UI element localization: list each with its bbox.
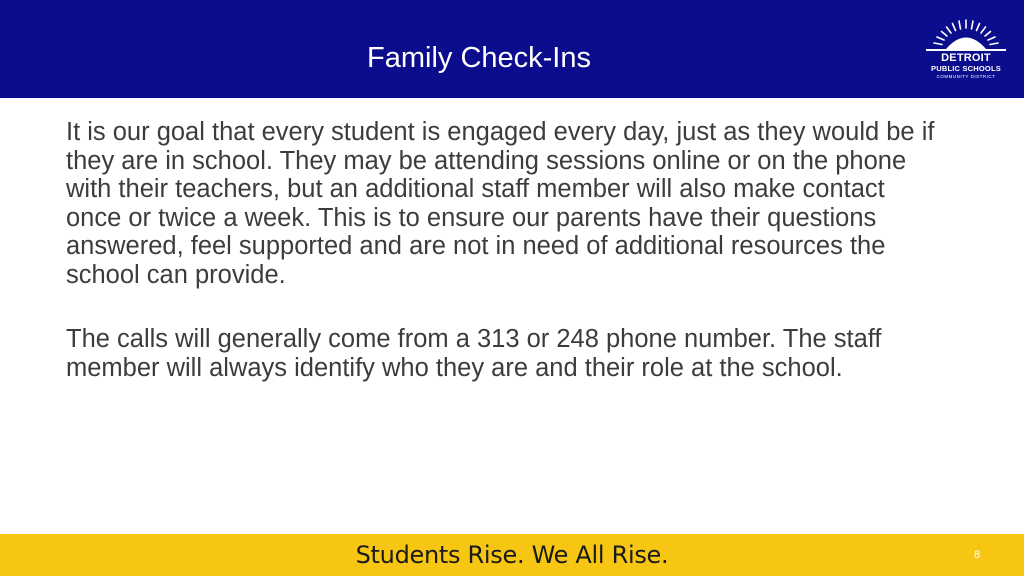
district-logo — [918, 14, 1014, 86]
sunrise-logo-icon — [918, 14, 1014, 54]
slide-title: Family Check-Ins — [367, 42, 591, 74]
body-paragraph-calls: The calls will generally come from a 313 or 248 phone number. The staff member will always identify who they are and their role at the school. — [66, 325, 882, 382]
logo-line-public-schools: PUBLIC SCHOOLS — [931, 64, 1001, 73]
footer-tagline: Students Rise. We All Rise. — [355, 541, 669, 569]
slide-body — [66, 118, 946, 382]
logo-line-detroit: DETROIT — [941, 52, 991, 64]
page-number: 8 — [973, 549, 981, 561]
slide-footer — [0, 534, 1024, 576]
logo-line-community-district: COMMUNITY DISTRICT — [936, 74, 996, 79]
body-paragraph-goal: It is our goal that every student is engaged every day, just as they would be if they are in school. They may be attending sessions online or on the phone with their teachers, but an additional staff member will also make contact once or twice a week. This is to ensure our parents have their questions answered, feel supported and are not in need of additional resources the school can provide. — [66, 118, 935, 289]
slide-header — [0, 0, 1024, 98]
